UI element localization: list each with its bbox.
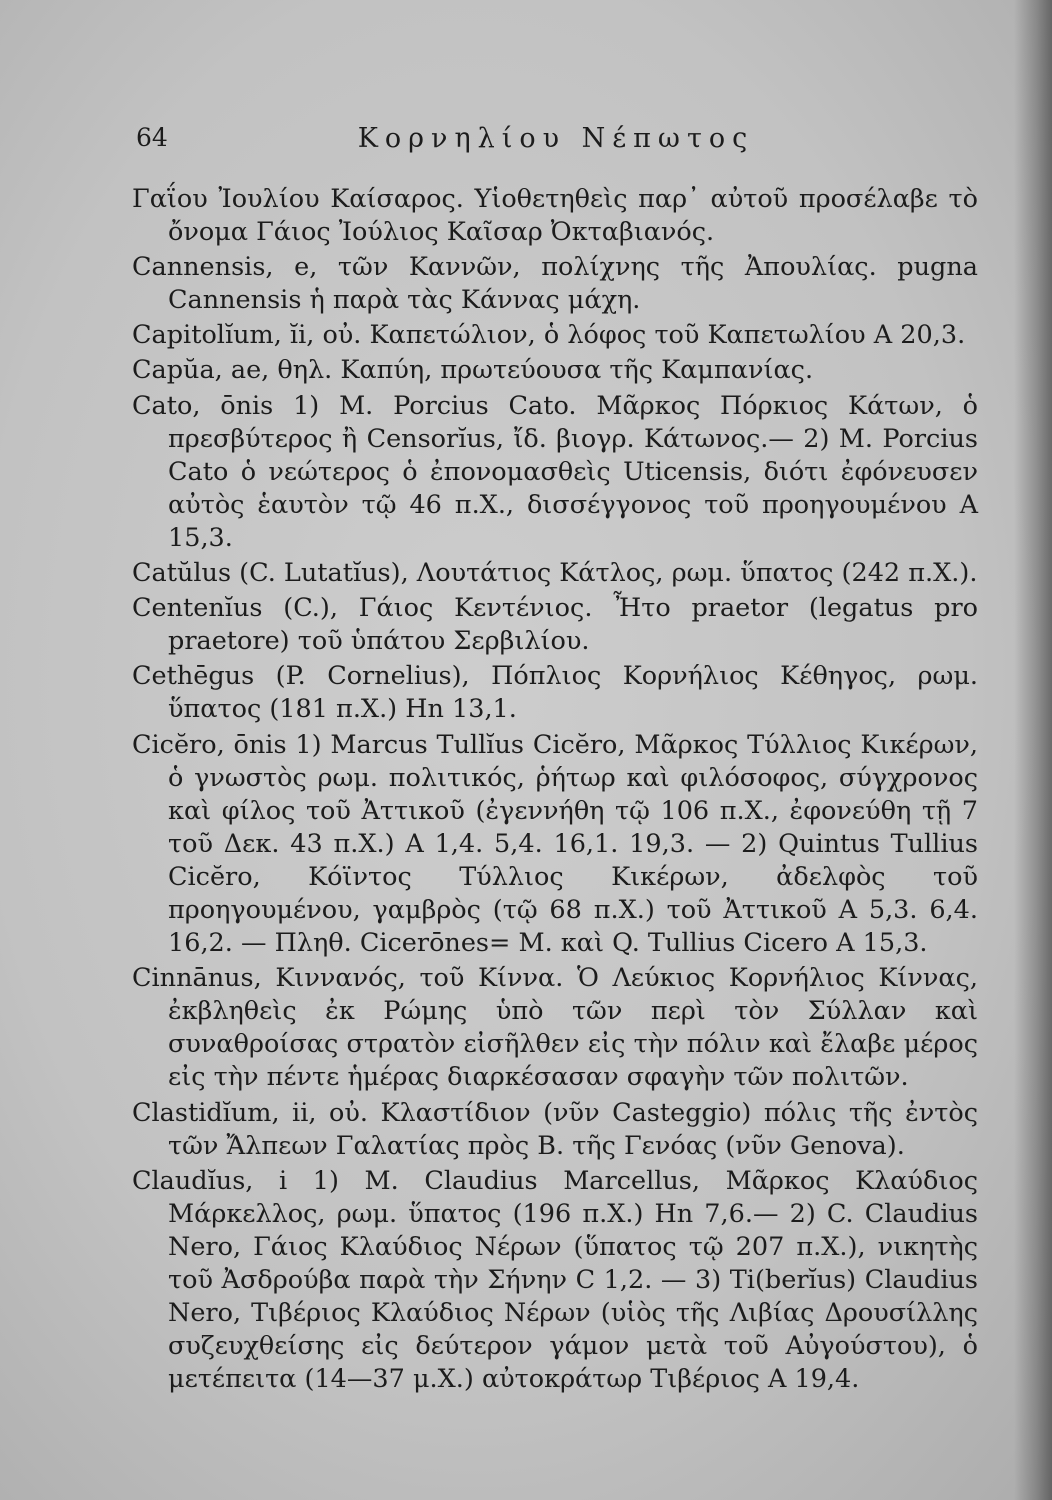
entry-catulus: Catŭlus (C. Lutatĭus), Λουτάτιος Κάτλος, ρωμ. ὕπατος (242 π.Χ.). <box>132 558 978 589</box>
entry-centenius: Centenĭus (C.), Γάιος Κεντένιος. Ἦτο praetor (legatus pro praetore) τοῦ ὑπάτου Σερβιλίου. <box>132 593 978 657</box>
page-header <box>136 123 976 163</box>
page-number: 64 <box>136 123 168 152</box>
glossary-body <box>132 183 978 1398</box>
entry-continuation: Γαΐου Ἰουλίου Καίσαρος. Υἱοθετηθεὶς παρ᾽ αὐτοῦ προσέλαβε τὸ ὄνομα Γάιος Ἰούλιος Καῖσαρ Ὀκταβιανός. <box>132 184 978 248</box>
entry-claudius: Claudĭus, i 1) M. Claudius Marcellus, Μᾶρκος Κλαύδιος Μάρκελλος, ρωμ. ὕπατος (196 π.Χ.) Hn 7,6.— 2) C. Claudius Nero, Γάιος Κλαύδιος Νέρων (ὕπατος τῷ 207 π.Χ.), νικητὴς τοῦ Ἀσδρούβα παρὰ τὴν Σήνην C 1,2. — 3) Ti(berĭus) Claudius Nero, Τιβέριος Κλαύδιος Νέρων (υἱὸς τῆς Λιβίας Δρουσίλλης συζευχθείσης εἰς δεύτερον γάμον μετὰ τοῦ Αὐγούστου), ὁ μετέπειτα (14—37 μ.Χ.) αὐτοκράτωρ Τιβέριος Α 19,4. <box>132 1165 978 1395</box>
entry-cethegus: Cethēgus (P. Cornelius), Πόπλιος Κορνήλιος Κέθηγος, ρωμ. ὕπατος (181 π.Χ.) Hn 13,1. <box>132 661 978 725</box>
entry-capitolium: Capitolĭum, ĭi, οὐ. Καπετώλιον, ὁ λόφος τοῦ Καπετωλίου Α 20,3. <box>132 320 966 351</box>
entry-clastidium: Clastidĭum, ii, οὐ. Κλαστίδιον (νῦν Casteggio) πόλις τῆς ἐντὸς τῶν Ἄλπεων Γαλατίας πρὸς Β. τῆς Γενόας (νῦν Genova). <box>132 1097 978 1161</box>
running-head: Κορνηλίου Νέπωτος <box>357 123 755 154</box>
entry-capua: Capŭa, ae, θηλ. Καπύη, πρωτεύουσα τῆς Καμπανίας. <box>132 355 814 386</box>
entry-cinnanus: Cinnānus, Κιννανός, τοῦ Κίννα. Ὁ Λεύκιος Κορνήλιος Κίννας, ἐκβληθεὶς ἐκ Ρώμης ὑπὸ τῶν περὶ τὸν Σύλλαν καὶ συναθροίσας στρατὸν εἰσῆλθεν εἰς τὴν πόλιν καὶ ἔλαβε μέρος εἰς τὴν πέντε ἡμέρας διαρκέσασαν σφαγὴν τῶν πολιτῶν. <box>132 963 978 1093</box>
page-spine-shadow <box>1014 0 1052 1500</box>
entry-cato: Cato, ōnis 1) M. Porcius Cato. Μᾶρκος Πόρκιος Κάτων, ὁ πρεσβύτερος ἢ Censorĭus, ἴδ. βιογρ. Κάτωνος.— 2) M. Porcius Cato ὁ νεώτερος ὁ ἐπονομασθεὶς Uticensis, διότι ἐφόνευσεν αὐτὸς ἑαυτὸν τῷ 46 π.Χ., δισσέγγονος τοῦ προηγουμένου Α 15,3. <box>132 390 978 553</box>
entry-cannensis: Cannensis, e, τῶν Καννῶν, πολίχνης τῆς Ἀπουλίας. pugna Cannensis ἡ παρὰ τὰς Κάννας μάχη. <box>132 252 978 316</box>
entry-cicero: Cicĕro, ōnis 1) Marcus Tullĭus Cicĕro, Μᾶρκος Τύλλιος Κικέρων, ὁ γνωστὸς ρωμ. πολιτικός, ῥήτωρ καὶ φιλόσοφος, σύγχρονος καὶ φίλος τοῦ Ἀττικοῦ (ἐγεννήθη τῷ 106 π.Χ., ἐφονεύθη τῇ 7 τοῦ Δεκ. 43 π.Χ.) Α 1,4. 5,4. 16,1. 19,3. — 2) Quintus Tullius Cicĕro, Κόϊντος Τύλλιος Κικέρων, ἀδελφὸς τοῦ προηγουμένου, γαμβρὸς (τῷ 68 π.Χ.) τοῦ Ἀττικοῦ Α 5,3. 6,4. 16,2. — Πληθ. Cicerōnes= M. καὶ Q. Tullius Cicero Α 15,3. <box>132 729 978 959</box>
